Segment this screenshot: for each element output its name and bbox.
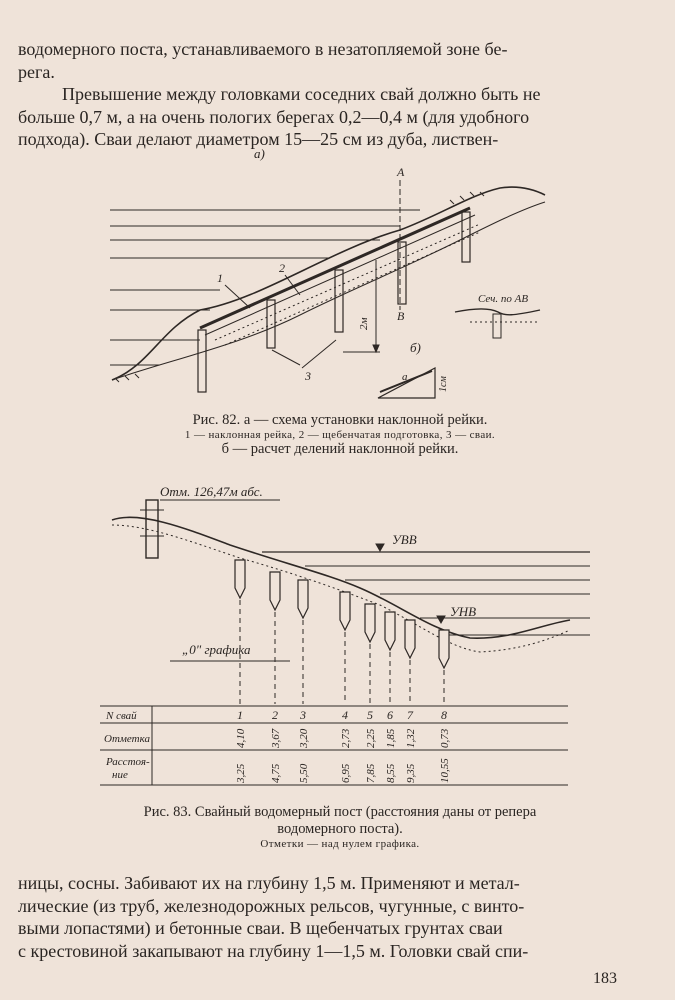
pile-mark-cell: 3,67 [270, 728, 282, 748]
text-line: больше 0,7 м, а на очень пологих берегах 0,2—0,4 м (для удобного [18, 106, 530, 127]
pile-number-cell: 8 [441, 708, 447, 722]
pile-7 [405, 620, 415, 658]
text-line: рега. [18, 61, 55, 82]
pile-number-cell: 6 [387, 708, 393, 722]
fig82-label-B: B [397, 309, 405, 323]
fig82-caption [120, 412, 560, 458]
text-line: Превышение между головками соседних свай должно быть не [62, 84, 541, 104]
text-line: подхода). Сваи делают диаметром 15—25 см из дуба, листвен- [18, 129, 499, 149]
fig82-label-1: 1 [217, 271, 223, 285]
pile-mark-cell: 1,85 [385, 728, 397, 748]
pile-distance-cell: 3,25 [235, 763, 247, 783]
zero-label: „0" графика [182, 642, 251, 657]
pile-mark-cell: 2,73 [340, 728, 352, 748]
pile-distance-cell: 6,95 [340, 763, 352, 783]
pile-distance-cell: 9,35 [405, 763, 417, 783]
figure-83-drawing [0, 480, 675, 800]
pile-number-cell: 4 [342, 708, 348, 722]
pile-6 [385, 612, 395, 650]
caption-line: б — расчет делений наклонной рейки. [221, 441, 459, 457]
unv-label: УНВ [450, 604, 477, 619]
row-header-dist: Расстоя- [106, 756, 150, 768]
fig82-label-A: A [397, 165, 405, 179]
pile-mark-cell: 0,73 [439, 728, 451, 748]
pile-8 [439, 630, 449, 668]
pile-2 [270, 572, 280, 610]
pile-number-cell: 5 [367, 708, 373, 722]
fig82-section-label: Сеч. по АВ [478, 293, 529, 305]
pile-number-cell: 7 [407, 708, 413, 722]
pile-1 [235, 560, 245, 598]
pile-4 [340, 592, 350, 630]
fig82-label-3: 3 [305, 369, 311, 383]
pile-distance-cell: 10,55 [439, 758, 451, 783]
pile-distance-cell: 4,75 [270, 763, 282, 783]
pile-mark-cell: 1,32 [405, 728, 417, 748]
caption-line: Отметки — над нулем графика. [260, 838, 420, 850]
pile-3 [298, 580, 308, 618]
pile-distance-cell: 5,50 [298, 763, 310, 783]
pile-5 [365, 604, 375, 642]
pile-mark-cell: 4,10 [235, 728, 247, 748]
fig82-label-1cm: 1см [438, 376, 449, 392]
caption-line: Рис. 82. а — схема установки наклонной рейки. [192, 412, 488, 428]
pile-distance-cell: 7,85 [365, 763, 377, 783]
top-paragraph [18, 38, 628, 151]
text-line: с крестовиной закапывают на глубину 1—1,5 м. Головки свай спи- [18, 940, 529, 961]
text-line: ницы, сосны. Забивают их на глубину 1,5 м. Применяют и метал- [18, 873, 520, 893]
pile-mark-cell: 2,25 [365, 728, 377, 748]
text-line: лические (из труб, железнодорожных рельсов, чугунные, с винто- [18, 895, 525, 916]
fig82-label-alpha: a [402, 371, 408, 383]
caption-line: водомерного поста). [277, 821, 403, 837]
fig82-label-2m: 2м [358, 317, 370, 330]
caption-line: 1 — наклонная рейка, 2 — щебенчатая подготовка, 3 — сваи. [184, 429, 496, 441]
benchmark-label: Отм. 126,47м абс. [160, 484, 263, 499]
bottom-paragraph [18, 872, 628, 962]
pile-distance-cell: 8,55 [385, 763, 397, 783]
pile-mark-cell: 3,20 [298, 728, 310, 748]
caption-line: Рис. 83. Свайный водомерный пост (расстояния даны от репера [143, 804, 537, 820]
fig82-label-2: 2 [279, 261, 285, 275]
fig82-label-a: а) [254, 146, 265, 161]
pile-number-cell: 3 [300, 708, 306, 722]
figure-82-drawing [0, 140, 675, 410]
page-number: 183 [593, 970, 617, 987]
pile-number-cell: 2 [272, 708, 278, 722]
row-header-n: N свай [106, 710, 137, 722]
text-line: выми лопастями) и бетонные сваи. В щебенчатых грунтах сваи [18, 918, 503, 938]
row-header-mark: Отметка [104, 733, 150, 745]
pile-number-cell: 1 [237, 708, 243, 722]
uvv-label: УВВ [392, 532, 417, 547]
row-header-dist-2: ние [112, 769, 128, 781]
text-line: водомерного поста, устанавливаемого в незатопляемой зоне бе- [18, 39, 508, 59]
fig82-label-b: б) [410, 340, 421, 355]
fig83-caption [80, 804, 600, 850]
